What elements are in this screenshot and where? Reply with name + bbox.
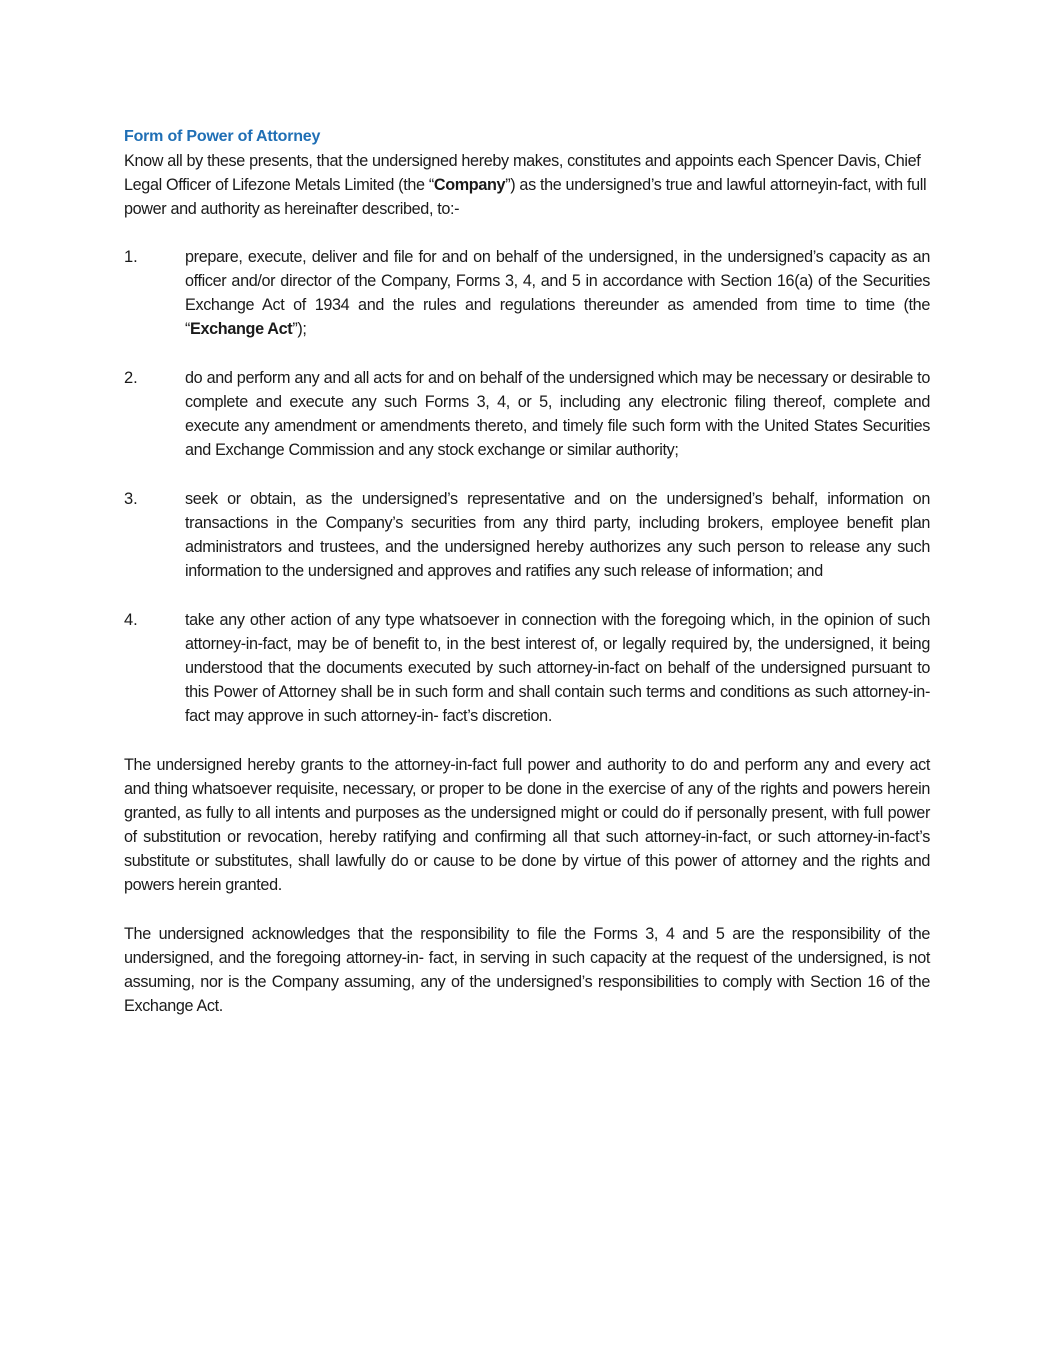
document-page	[124, 126, 930, 1018]
acknowledgement-paragraph: The undersigned acknowledges that the responsibility to file the Forms 3, 4 and 5 are the responsibility of the undersigned, and the foregoing attorney-in- fact, in serving in such capacity at the request of the undersigned, is not assuming, nor is the Company assuming, any of the undersigned’s responsibilities to comply with Section 16 of the Exchange Act.	[124, 925, 930, 1015]
list-item-text	[185, 245, 930, 341]
list-item-text: do and perform any and all acts for and on behalf of the undersigned which may be necessary or desirable to complete and execute any such Forms 3, 4, or 5, including any electronic filing thereof, complete and execute any amendment or amendments thereto, and timely file such form with the United States Securities and Exchange Commission and any stock exchange or similar authority;	[185, 369, 930, 459]
list-item-text: seek or obtain, as the undersigned’s representative and on the undersigned’s behalf, information on transactions in the Company’s securities from any third party, including brokers, employee benefit plan administrators and trustees, and the undersigned hereby authorizes any such person to release any such information to the undersigned and approves and ratifies any such release of information; and	[185, 490, 930, 580]
list-item-number: 4.	[124, 611, 138, 629]
list-item-text-start: prepare, execute, deliver and file for and on behalf of the undersigned, in the undersigned’s capacity as an officer and/or director of the Company, Forms 3, 4, and 5 in accordance with Section 16(a) of the Securities Exchange Act of 1934 and the rules and regulations thereunder as amended from time to time (the “	[185, 248, 930, 338]
list-item	[124, 487, 930, 583]
list-item	[124, 366, 930, 462]
intro-paragraph	[124, 149, 930, 221]
document-title: Form of Power of Attorney	[124, 128, 321, 145]
list-item	[124, 245, 930, 341]
grant-of-authority-paragraph: The undersigned hereby grants to the attorney-in-fact full power and authority to do and perform any and every act and thing whatsoever requisite, necessary, or proper to be done in the exercise of any of the rights and powers herein granted, as fully to all intents and purposes as the undersigned might or could do if personally present, with full power of substitution or revocation, hereby ratifying and confirming all that such attorney-in-fact, or such attorney-in-fact’s substitute or substitutes, shall lawfully do or cause to be done by virtue of this power of attorney and the rights and powers herein granted.	[124, 756, 930, 894]
company-defined-term: Company	[433, 176, 506, 194]
powers-list	[124, 245, 930, 728]
list-item-number: 3.	[124, 490, 138, 508]
list-item-number: 2.	[124, 369, 138, 387]
exchange-act-defined-term: Exchange Act	[190, 320, 293, 338]
intro-text-end: ”) as the undersigned’s true and lawful attorneyin-fact, with full power and authority as hereinafter described, to:-	[124, 176, 927, 218]
list-item	[124, 608, 930, 728]
list-item-number: 1.	[124, 248, 138, 266]
intro-text-start: Know all by these presents, that the undersigned hereby makes, constitutes and appoints each Spencer Davis, Chief Legal Officer of Lifezone Metals Limited (the “	[124, 152, 921, 194]
list-item-text-end: ”);	[292, 320, 307, 338]
list-item-text: take any other action of any type whatsoever in connection with the foregoing which, in the opinion of such attorney-in-fact, may be of benefit to, in the best interest of, or legally required by, the undersigned, it being understood that the documents executed by such attorney-in-fact on behalf of the undersigned pursuant to this Power of Attorney shall be in such form and shall contain such terms and conditions as such attorney-in-fact may approve in such attorney-in- fact’s discretion.	[185, 611, 930, 725]
